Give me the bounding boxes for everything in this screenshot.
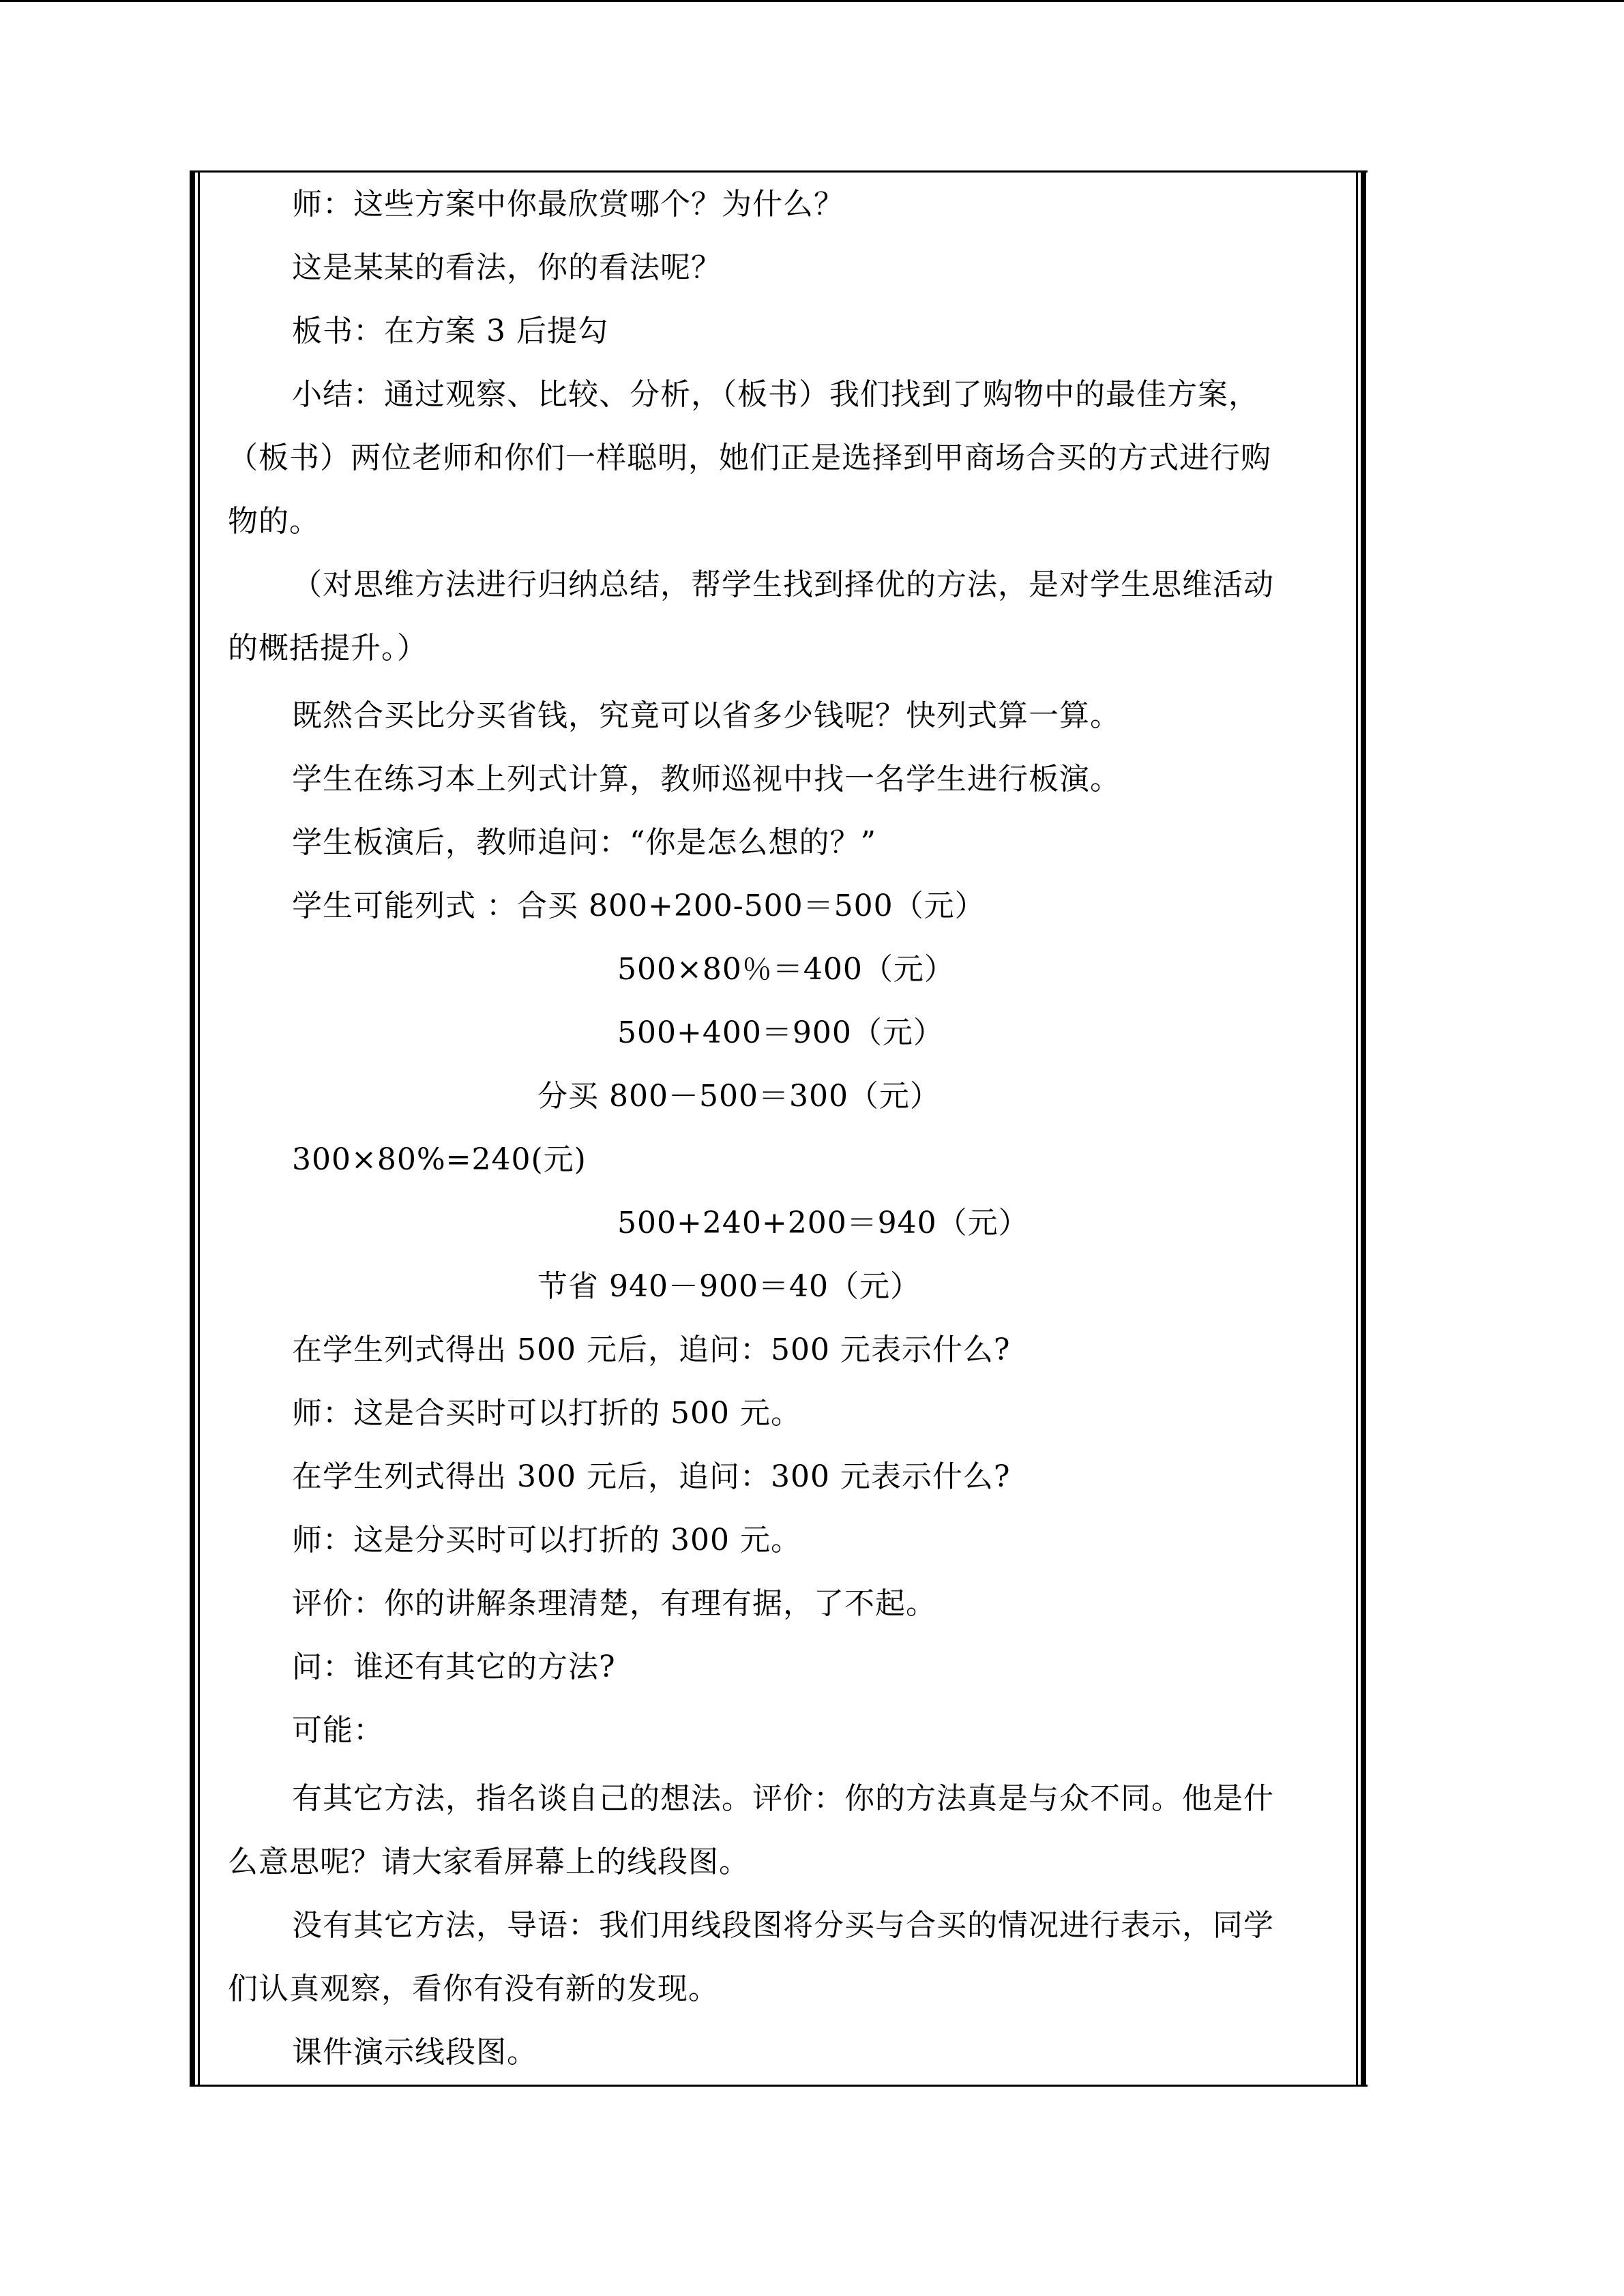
paragraph-line: 们认真观察，看你有没有新的发现。 [228, 1971, 719, 2006]
calculation-line: 节省 940－900＝40（元） [537, 1269, 921, 1304]
paragraph-line: 课件演示线段图。 [292, 2035, 537, 2070]
paragraph-line: 物的。 [228, 504, 320, 539]
table-left-border-thick [190, 170, 195, 2087]
calculation-line: 500+400＝900（元） [617, 1015, 944, 1050]
paragraph-line: 这是某某的看法，你的看法呢？ [292, 250, 722, 285]
paragraph-line: （对思维方法进行归纳总结，帮学生找到择优的方法，是对学生思维活动 [292, 567, 1274, 602]
paragraph-line: 师：这些方案中你最欣赏哪个？为什么？ [292, 187, 844, 222]
paragraph-line: 可能： [292, 1713, 384, 1748]
paragraph-line: 在学生列式得出 500 元后，追问：500 元表示什么? [292, 1332, 1011, 1367]
paragraph-line: 板书：在方案 3 后提勾 [292, 314, 608, 348]
paragraph-line: 有其它方法，指名谈自己的想法。评价：你的方法真是与众不同。他是什 [292, 1781, 1274, 1816]
calculation-line: 300×80%=240(元) [292, 1142, 587, 1177]
paragraph-line: （板书）两位老师和你们一样聪明，她们正是选择到甲商场合买的方式进行购 [228, 441, 1271, 475]
paragraph-line: 问：谁还有其它的方法? [292, 1650, 616, 1684]
paragraph-line: 既然合买比分买省钱，究竟可以省多少钱呢？快列式算一算。 [292, 698, 1121, 733]
table-left-border-thin [198, 170, 200, 2087]
paragraph-line: 没有其它方法，导语：我们用线段图将分买与合买的情况进行表示，同学 [292, 1908, 1274, 1943]
calculation-line: 500+240+200＝940（元） [617, 1206, 1029, 1240]
calculation-line: 分买 800－500＝300（元） [537, 1079, 941, 1114]
paragraph-line: 学生板演后，教师追问：“你是怎么想的？” [292, 825, 876, 860]
calculation-line: 500×80％＝400（元） [617, 952, 955, 987]
page-top-rule [0, 0, 1624, 2]
paragraph-line: 师：这是分买时可以打折的 300 元。 [292, 1523, 801, 1557]
paragraph-line: 的概括提升。） [228, 631, 428, 666]
paragraph-line: 小结：通过观察、比较、分析，（板书）我们找到了购物中的最佳方案， [292, 377, 1259, 412]
paragraph-line: 学生在练习本上列式计算，教师巡视中找一名学生进行板演。 [292, 762, 1121, 796]
paragraph-line: 在学生列式得出 300 元后，追问：300 元表示什么? [292, 1459, 1011, 1494]
table-right-border-thin [1356, 170, 1358, 2087]
table-right-border-thick [1361, 170, 1366, 2087]
paragraph-line: 么意思呢？请大家看屏幕上的线段图。 [228, 1845, 750, 1879]
paragraph-line: 评价：你的讲解条理清楚，有理有据，了不起。 [292, 1586, 936, 1621]
calculation-line: 学生可能列式 ：合买 800+200-500＝500（元） [292, 889, 986, 923]
paragraph-line: 师：这是合买时可以打折的 500 元。 [292, 1396, 801, 1431]
